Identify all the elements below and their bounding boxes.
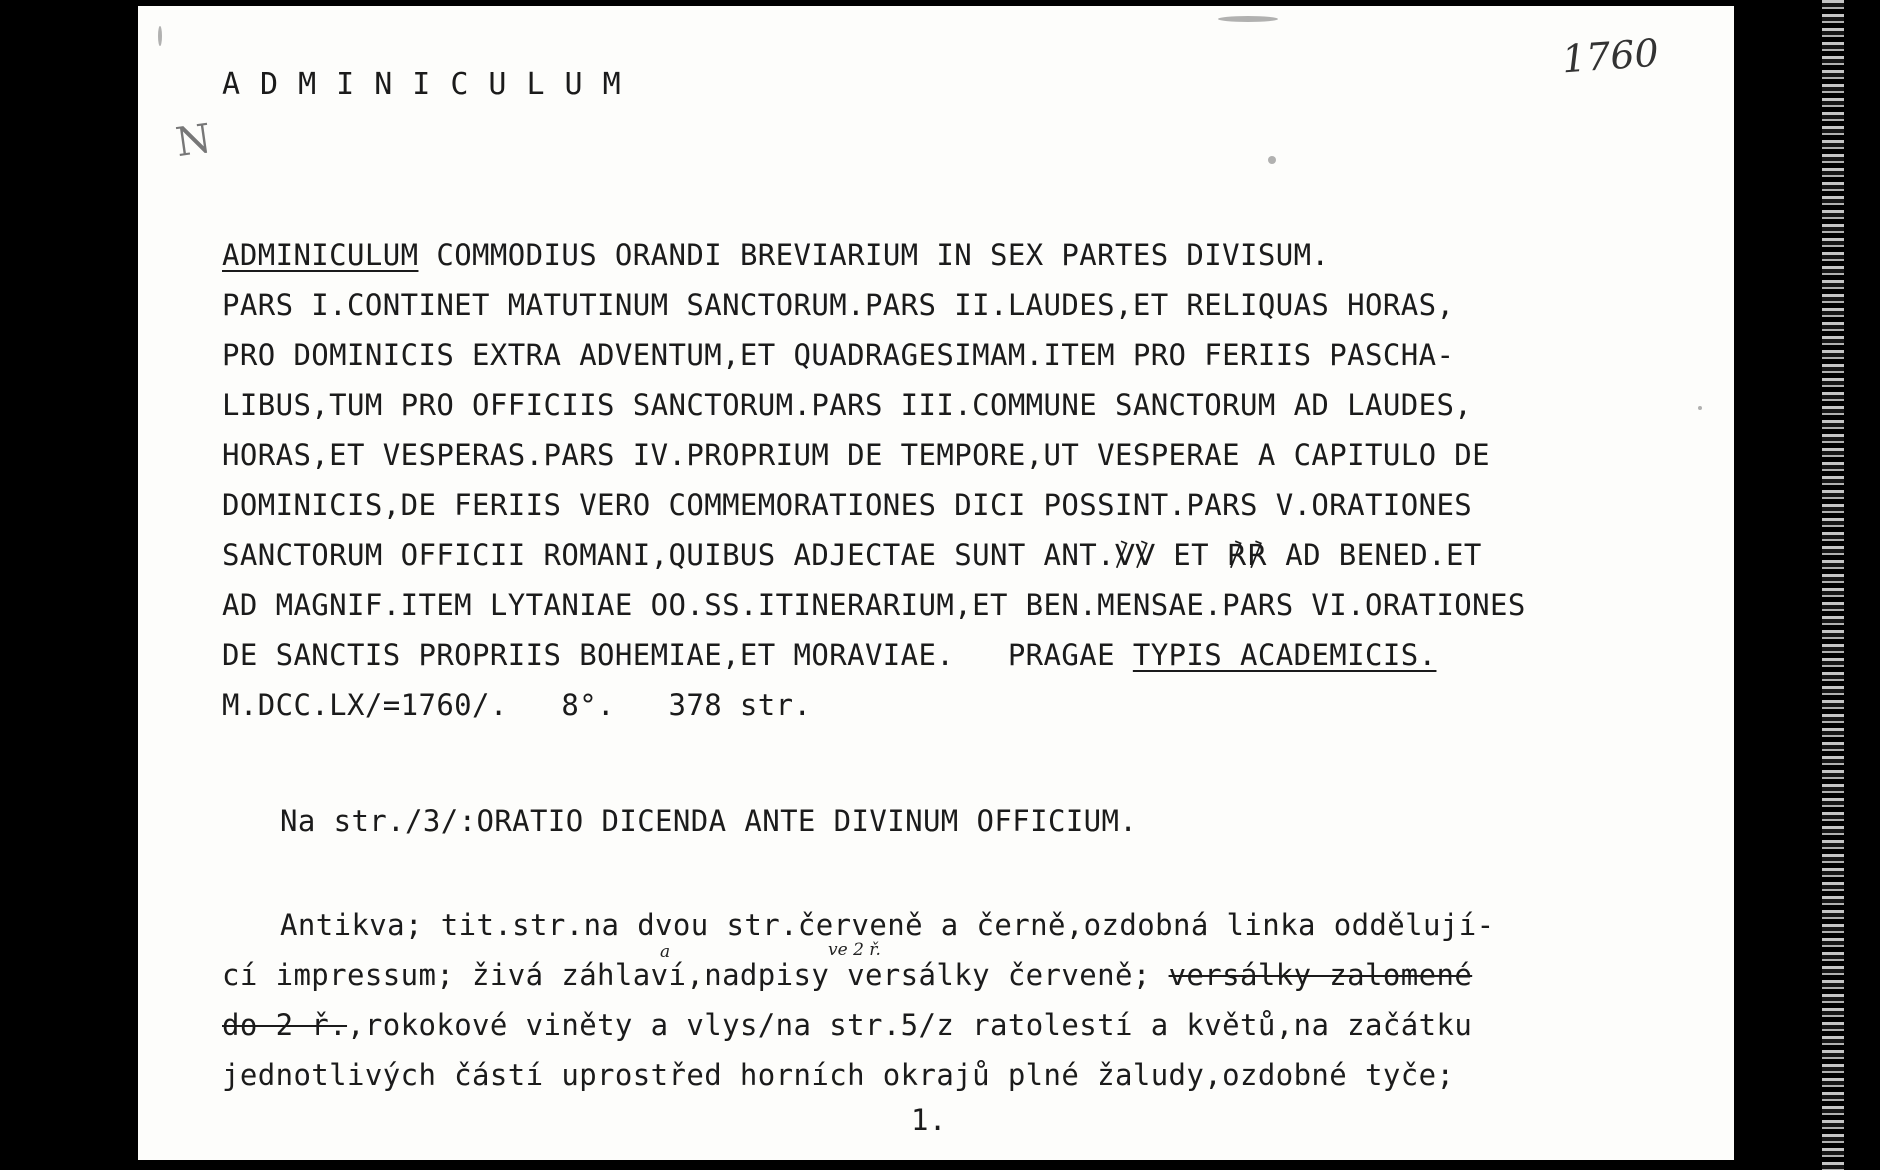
desc-line-4: jednotlivých částí uprostřed horních okrajů plné žaludy,ozdobné tyče; xyxy=(222,1058,1455,1092)
bib-line-2: PARS I.CONTINET MATUTINUM SANCTORUM.PARS II.LAUDES,ET RELIQUAS HORAS, xyxy=(222,288,1455,322)
bib-line-8: AD MAGNIF.ITEM LYTANIAE OO.SS.ITINERARIUM,ET BEN.MENSAE.PARS VI.ORATIONES xyxy=(222,588,1526,622)
page-note: Na str./3/:ORATIO DICENDA ANTE DIVINUM OFFICIUM. xyxy=(280,804,1138,838)
bib-line-5: HORAS,ET VESPERAS.PARS IV.PROPRIUM DE TEMPORE,UT VESPERAE A CAPITULO DE xyxy=(222,438,1491,472)
bib-line-6: DOMINICIS,DE FERIIS VERO COMMEMORATIONES DICI POSSINT.PARS V.ORATIONES xyxy=(222,488,1473,522)
folio-number: 1760 xyxy=(1560,30,1661,82)
scan-edge-strip xyxy=(1822,0,1844,1170)
insertion-ve2r: ve 2 ř. xyxy=(828,940,881,960)
desc-line-1: Antikva; tit.str.na dvou str.červeně a černě,ozdobná linka oddělují- xyxy=(280,908,1495,942)
bib-line-10: M.DCC.LX/=1760/. 8°. 378 str. xyxy=(222,688,812,722)
struck-text: do 2 ř. xyxy=(222,1008,348,1042)
desc-line-3: do 2 ř.,rokokové viněty a vlys/na str.5/z ratolestí a květů,na začátku xyxy=(222,1008,1473,1042)
bib-line-9: DE SANCTIS PROPRIIS BOHEMIAE,ET MORAVIAE. PRAGAE TYPIS ACADEMICIS. xyxy=(222,638,1437,672)
bib-line-1: ADMINICULUM COMMODIUS ORANDI BREVIARIUM IN SEX PARTES DIVISUM. xyxy=(222,238,1330,272)
insertion-a: a xyxy=(660,942,671,962)
margin-mark: N xyxy=(172,115,215,167)
title-heading-word: ADMINICULUM xyxy=(222,238,419,272)
desc-line-2: cí impressum; živá záhlaví,nadpisy versálky červeně; versálky zalomené xyxy=(222,958,1473,992)
bib-line-4: LIBUS,TUM PRO OFFICIIS SANCTORUM.PARS III.COMMUNE SANCTORUM AD LAUDES, xyxy=(222,388,1473,422)
bib-line-7: SANCTORUM OFFICII ROMANI,QUIBUS ADJECTAE SUNT ANT.℣℣ ET ℟℟ AD BENED.ET xyxy=(222,538,1482,572)
document-page xyxy=(138,6,1734,1160)
page-number: 1. xyxy=(911,1103,947,1137)
document-header: ADMINICULUM xyxy=(222,67,641,102)
struck-text: versálky zalomené xyxy=(1168,958,1473,992)
imprint-printer: TYPIS ACADEMICIS. xyxy=(1132,638,1437,672)
bib-line-3: PRO DOMINICIS EXTRA ADVENTUM,ET QUADRAGESIMAM.ITEM PRO FERIIS PASCHA- xyxy=(222,338,1455,372)
